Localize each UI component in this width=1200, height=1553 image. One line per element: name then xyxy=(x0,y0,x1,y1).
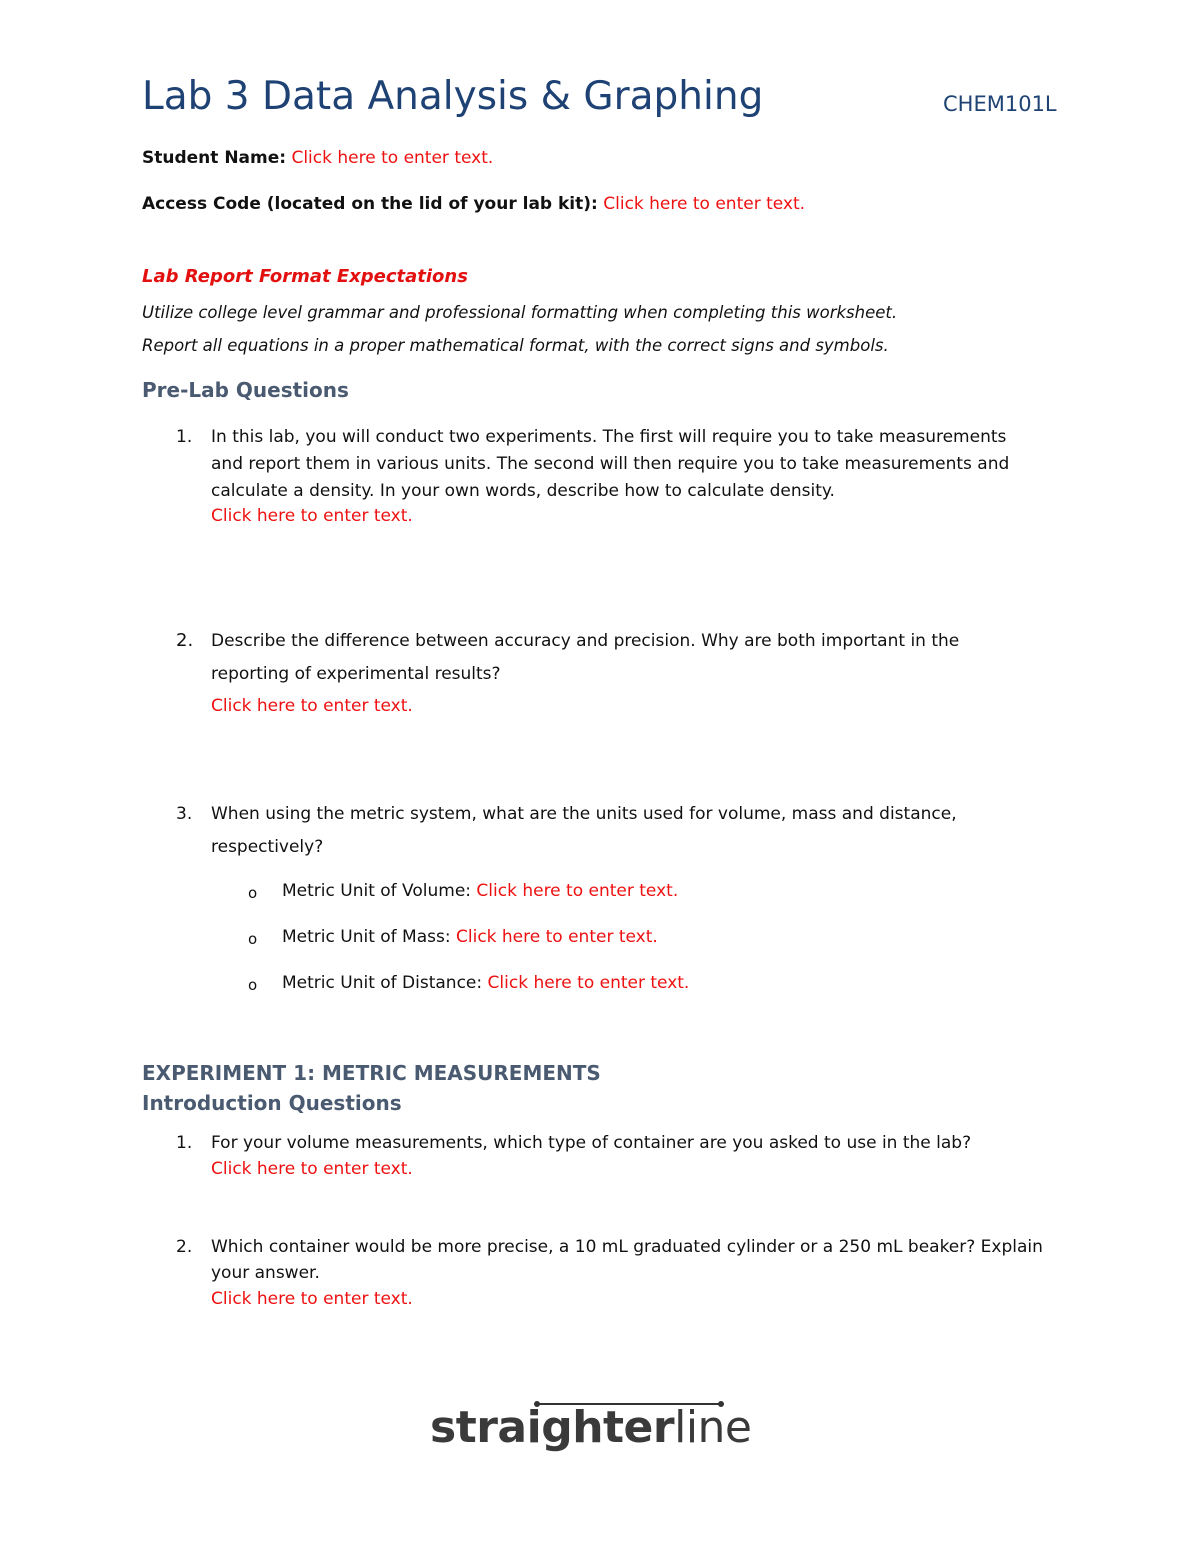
student-name-field[interactable]: Click here to enter text. xyxy=(291,148,494,168)
prelab-heading: Pre-Lab Questions xyxy=(142,378,349,402)
expectations-line-1: Utilize college level grammar and professional formatting when completing this worksheet. xyxy=(142,303,898,322)
logo-light-text: line xyxy=(674,1402,752,1453)
exp1-q2-line: your answer. xyxy=(211,1263,320,1283)
metric-distance-label: Metric Unit of Distance: xyxy=(282,973,483,993)
metric-volume-field[interactable]: Click here to enter text. xyxy=(476,881,679,901)
prelab-q2-line: reporting of experimental results? xyxy=(211,664,501,684)
prelab-q1-answer-field[interactable]: Click here to enter text. xyxy=(211,506,413,526)
metric-distance-row xyxy=(282,971,689,995)
prelab-q1-line: and report them in various units. The second will then require you to take measurements and xyxy=(211,454,1010,474)
prelab-q2-answer-field[interactable]: Click here to enter text. xyxy=(211,696,413,716)
bullet-icon: o xyxy=(248,976,258,994)
prelab-q1-line: In this lab, you will conduct two experiments. The first will require you to take measurements xyxy=(211,427,1007,447)
experiment1-subheading: Introduction Questions xyxy=(142,1091,402,1115)
exp1-q1-answer-field[interactable]: Click here to enter text. xyxy=(211,1159,413,1179)
student-name-label: Student Name: xyxy=(142,148,287,168)
prelab-q2-number: 2. xyxy=(176,630,194,651)
exp1-q2-answer-field[interactable]: Click here to enter text. xyxy=(211,1289,413,1309)
exp1-q2-number: 2. xyxy=(176,1237,193,1257)
metric-mass-field[interactable]: Click here to enter text. xyxy=(456,927,658,947)
metric-mass-label: Metric Unit of Mass: xyxy=(282,927,451,947)
prelab-q2-line: Describe the difference between accuracy and precision. Why are both important in the xyxy=(211,631,960,651)
prelab-q3-line: respectively? xyxy=(211,837,324,857)
prelab-q3-number: 3. xyxy=(176,804,193,824)
expectations-heading: Lab Report Format Expectations xyxy=(142,266,468,287)
access-code-field[interactable]: Click here to enter text. xyxy=(603,194,806,214)
logo-strong-text: straighter xyxy=(430,1402,675,1453)
access-code-row xyxy=(142,192,805,216)
metric-volume-row xyxy=(282,879,678,903)
prelab-q1-number: 1. xyxy=(176,427,193,447)
prelab-q3-line: When using the metric system, what are the units used for volume, mass and distance, xyxy=(211,804,957,824)
metric-mass-row xyxy=(282,925,658,949)
exp1-q2-line: Which container would be more precise, a 10 mL graduated cylinder or a 250 mL beaker? Explain xyxy=(211,1237,1043,1257)
page-title: Lab 3 Data Analysis & Graphing xyxy=(142,74,764,119)
exp1-q1-line: For your volume measurements, which type of container are you asked to use in the lab? xyxy=(211,1133,972,1153)
metric-distance-field[interactable]: Click here to enter text. xyxy=(487,973,690,993)
bullet-icon: o xyxy=(248,884,258,902)
expectations-line-2: Report all equations in a proper mathematical format, with the correct signs and symbols. xyxy=(142,336,889,355)
experiment1-heading: EXPERIMENT 1: METRIC MEASUREMENTS xyxy=(142,1061,601,1085)
straighterline-logo xyxy=(430,1398,760,1462)
course-code: CHEM101L xyxy=(943,92,1057,116)
access-code-label: Access Code (located on the lid of your lab kit): xyxy=(142,194,598,214)
prelab-q1-line: calculate a density. In your own words, describe how to calculate density. xyxy=(211,481,835,501)
bullet-icon: o xyxy=(248,930,258,948)
exp1-q1-number: 1. xyxy=(176,1133,193,1153)
student-name-row xyxy=(142,146,493,170)
metric-volume-label: Metric Unit of Volume: xyxy=(282,881,472,901)
logo-wordmark xyxy=(430,1400,752,1456)
